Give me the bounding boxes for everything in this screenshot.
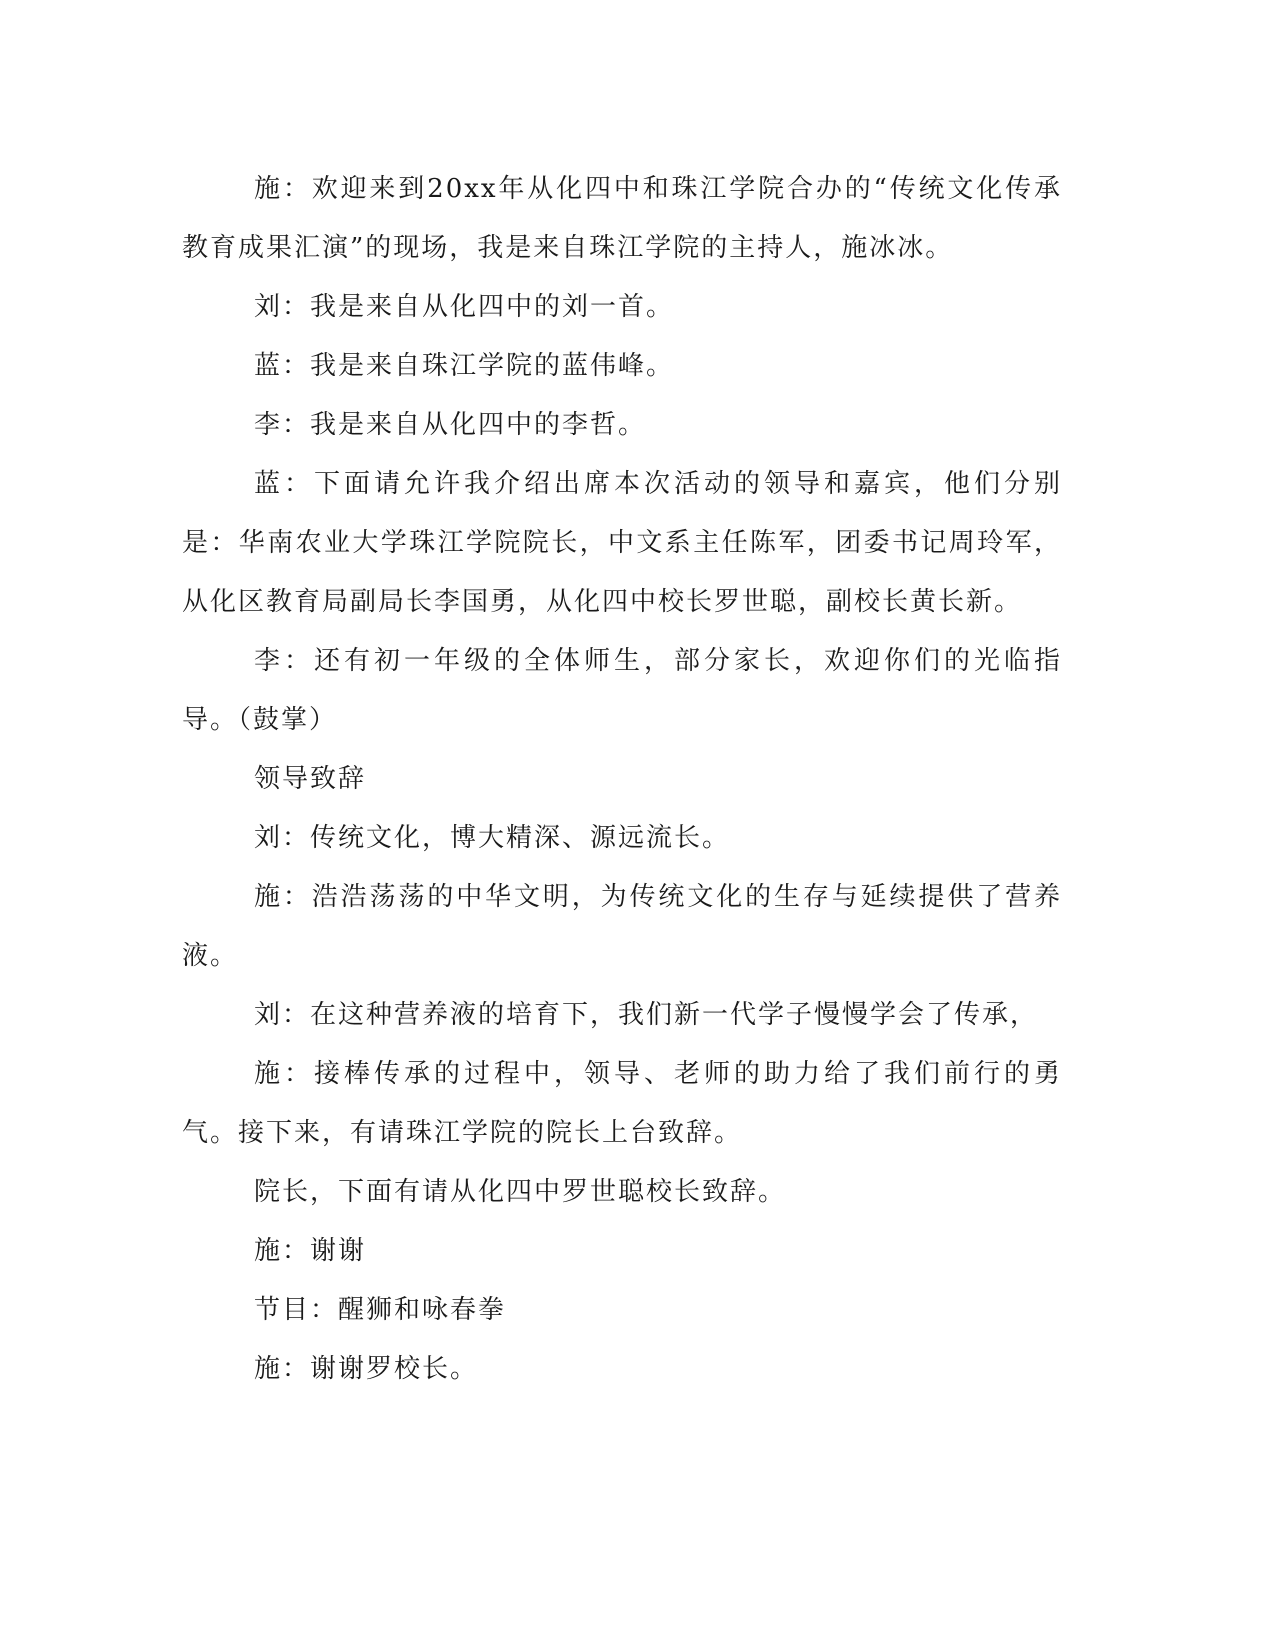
paragraph-program: 节目：醒狮和咏春拳 <box>254 1295 507 1325</box>
paragraph-welcome: 施：欢迎来到20xx年从化四中和珠江学院合办的“传统文化传承教育成果汇演”的现场，我是来自珠江学院的主持人，施冰冰。 <box>182 174 1062 263</box>
paragraph-civilization: 施：浩浩荡荡的中华文明，为传统文化的生存与延续提供了营养液。 <box>182 882 1062 971</box>
paragraph-dean-invite: 施：接棒传承的过程中，领导、老师的助力给了我们前行的勇气。接下来，有请珠江学院的院长上台致辞。 <box>182 1059 1062 1148</box>
paragraph-leader-speech: 领导致辞 <box>254 764 367 794</box>
paragraph-guests: 蓝：下面请允许我介绍出席本次活动的领导和嘉宾，他们分别是：华南农业大学珠江学院院长，中文系主任陈军，团委书记周玲军，从化区教育局副局长李国勇，从化四中校长罗世聪，副校长黄长新。 <box>182 469 1062 617</box>
paragraph-thanks: 施：谢谢 <box>254 1236 367 1266</box>
paragraph-audience: 李：还有初一年级的全体师生，部分家长，欢迎你们的光临指导。（鼓掌） <box>182 646 1062 735</box>
paragraph-inheritance: 刘：在这种营养液的培育下，我们新一代学子慢慢学会了传承， <box>254 1000 1039 1030</box>
paragraph-thanks-principal: 施：谢谢罗校长。 <box>254 1354 479 1384</box>
paragraph-liu-intro: 刘：我是来自从化四中的刘一首。 <box>254 292 675 322</box>
paragraph-tradition: 刘：传统文化，博大精深、源远流长。 <box>254 823 731 853</box>
document-body <box>182 160 1062 1399</box>
paragraph-li-intro: 李：我是来自从化四中的李哲。 <box>254 410 647 440</box>
paragraph-principal-invite: 院长，下面有请从化四中罗世聪校长致辞。 <box>254 1177 787 1207</box>
paragraph-lan-intro: 蓝：我是来自珠江学院的蓝伟峰。 <box>254 351 675 381</box>
